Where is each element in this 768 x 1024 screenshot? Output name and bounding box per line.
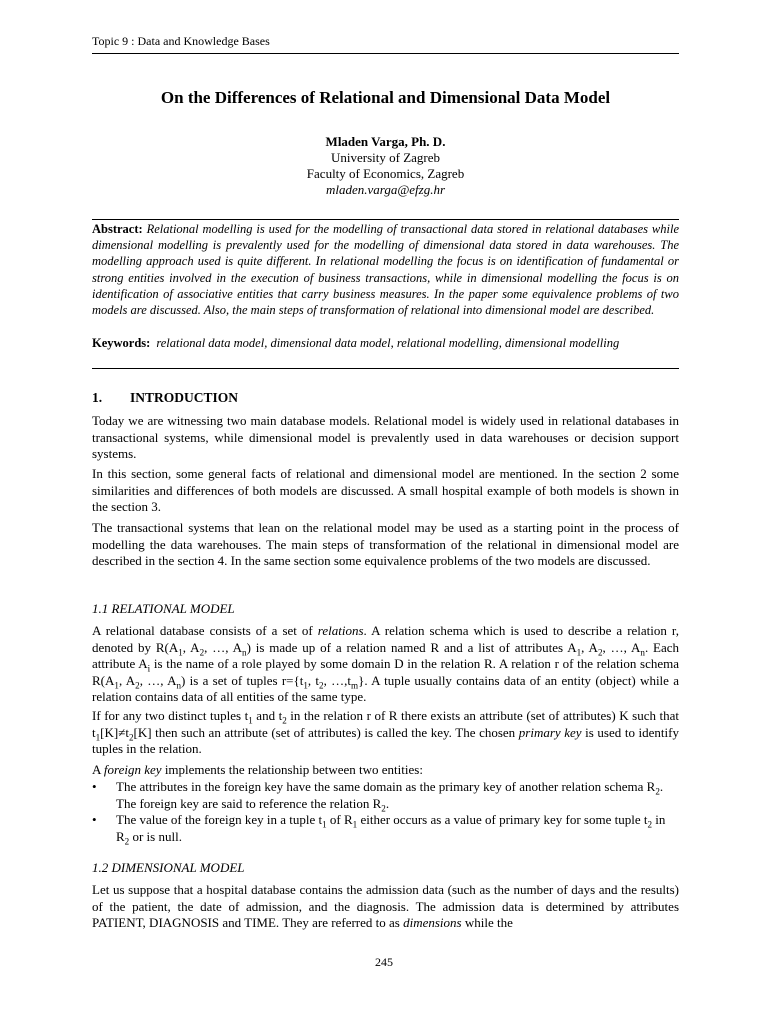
author-university: University of Zagreb xyxy=(330,150,441,165)
list-item: • The attributes in the foreign key have the same domain as the primary key of another relation schema $R_2$. The foreign key are said to reference the relation $R_2$. xyxy=(92,779,664,814)
author-faculty: Faculty of Economics, Zagreb xyxy=(306,166,465,181)
section-1-heading xyxy=(92,390,238,406)
author-email[interactable]: mladen.varga@efzg.hr xyxy=(325,182,446,197)
section-1-number: 1. xyxy=(92,390,103,405)
keywords-text: relational data model, dimensional data model, relational modelling, dimensional modelling xyxy=(156,336,620,350)
intro-paragraph-2: In this section, some general facts of relational and dimensional model are mentioned. In the section 2 some similarities and differences of both models are discussed. A small hospital example of both models is shown in the section 3. xyxy=(92,466,679,514)
bullet-icon: • xyxy=(92,779,97,794)
abstract-label: Abstract: xyxy=(92,222,143,236)
section-1-title: INTRODUCTION xyxy=(130,390,239,405)
list-item: • The value of the foreign key in a tuple $t_1$ of $R_1$ either occurs as a value of primary key for some tuple $t_2$ in $R_2$ or is null. xyxy=(92,812,666,847)
dimensional-paragraph-1: Let us suppose that a hospital database contains the admission data (such as the number of days and the results) of the patient, the date of admission, and the diagnosis. The admission data is determined by attributes PATIENT, DIAGNOSIS and TIME. They are referred to as dimensions while the xyxy=(92,882,679,930)
bullet-icon: • xyxy=(92,812,97,827)
running-head: Topic 9 : Data and Knowledge Bases xyxy=(92,34,270,48)
foreign-key-bullets xyxy=(92,779,679,845)
intro-paragraph-1: Today we are witnessing two main database models. Relational model is widely used in relational databases in transactional systems, while dimensional model is prevalently used in data warehouses or decision support systems. xyxy=(92,413,679,461)
page-number: 245 xyxy=(375,955,393,969)
intro-paragraph-3: The transactional systems that lean on the relational model may be used as a starting point in the process of modelling the data warehouses. The main steps of transformation of the relational in dimensional model are described in the section 4. In the same section some equivalence problems of the two models are discussed. xyxy=(92,520,679,568)
foreign-key-intro: A foreign key implements the relationship between two entities: xyxy=(92,762,423,777)
abstract xyxy=(92,221,679,318)
keywords xyxy=(92,336,679,351)
abstract-text: Relational modelling is used for the modelling of transactional data stored in relational databases while dimensional modelling is prevalently used for the modelling of dimensional data stored in data warehouses. The modelling approach used is quite different. In relational modelling the focus is on identification of fundamental or strong entities involved in the execution of business transactions, while in dimensional modelling the focus is on identification of associative entities that carry business measures. In the paper some equivalence problems of two models are discussed. Also, the main steps of transformation of relational into dimensional model are described. xyxy=(92,222,679,318)
author-block xyxy=(92,134,679,198)
paper-title: On the Differences of Relational and Dimensional Data Model xyxy=(160,88,611,107)
subsection-1-1-heading: 1.1 RELATIONAL MODEL xyxy=(92,601,235,616)
relational-paragraph-1: A relational database consists of a set of relations. A relation schema which is used to describe a relation r, denoted by $R(A_1$, $A_2$, …, $A_n$) is made up of a relation named R and a list of attributes $A_1$, $A_2$, …, $A_n$. Each attribute $A_i$ is the name of a role played by some domain D in the relation R. A relation r of the relation schema $R(A_1$, $A_2$, …, $A_n$) is a set of tuples $r=\{t_1$, $t_2$, $\dots,t_m$}. A tuple usually contains data of an entity (object) while a relation contains data of all entities of the same type. xyxy=(92,623,680,704)
subsection-1-2-heading: 1.2 DIMENSIONAL MODEL xyxy=(92,860,245,875)
relational-paragraph-2: If for any two distinct tuples $t_1$ and $t_2$ in the relation r of R there exists an attribute (set of attributes) K such that $t_1[K]\ne t_2[K]$ then such an attribute (set of attributes) is called the key. The chosen primary key is used to identify tuples in the relation. xyxy=(92,708,679,756)
header-rule xyxy=(92,53,679,54)
author-name: Mladen Varga, Ph. D. xyxy=(325,134,446,149)
abstract-bottom-rule xyxy=(92,368,679,369)
keywords-label: Keywords: xyxy=(92,336,151,350)
abstract-top-rule xyxy=(92,219,679,220)
